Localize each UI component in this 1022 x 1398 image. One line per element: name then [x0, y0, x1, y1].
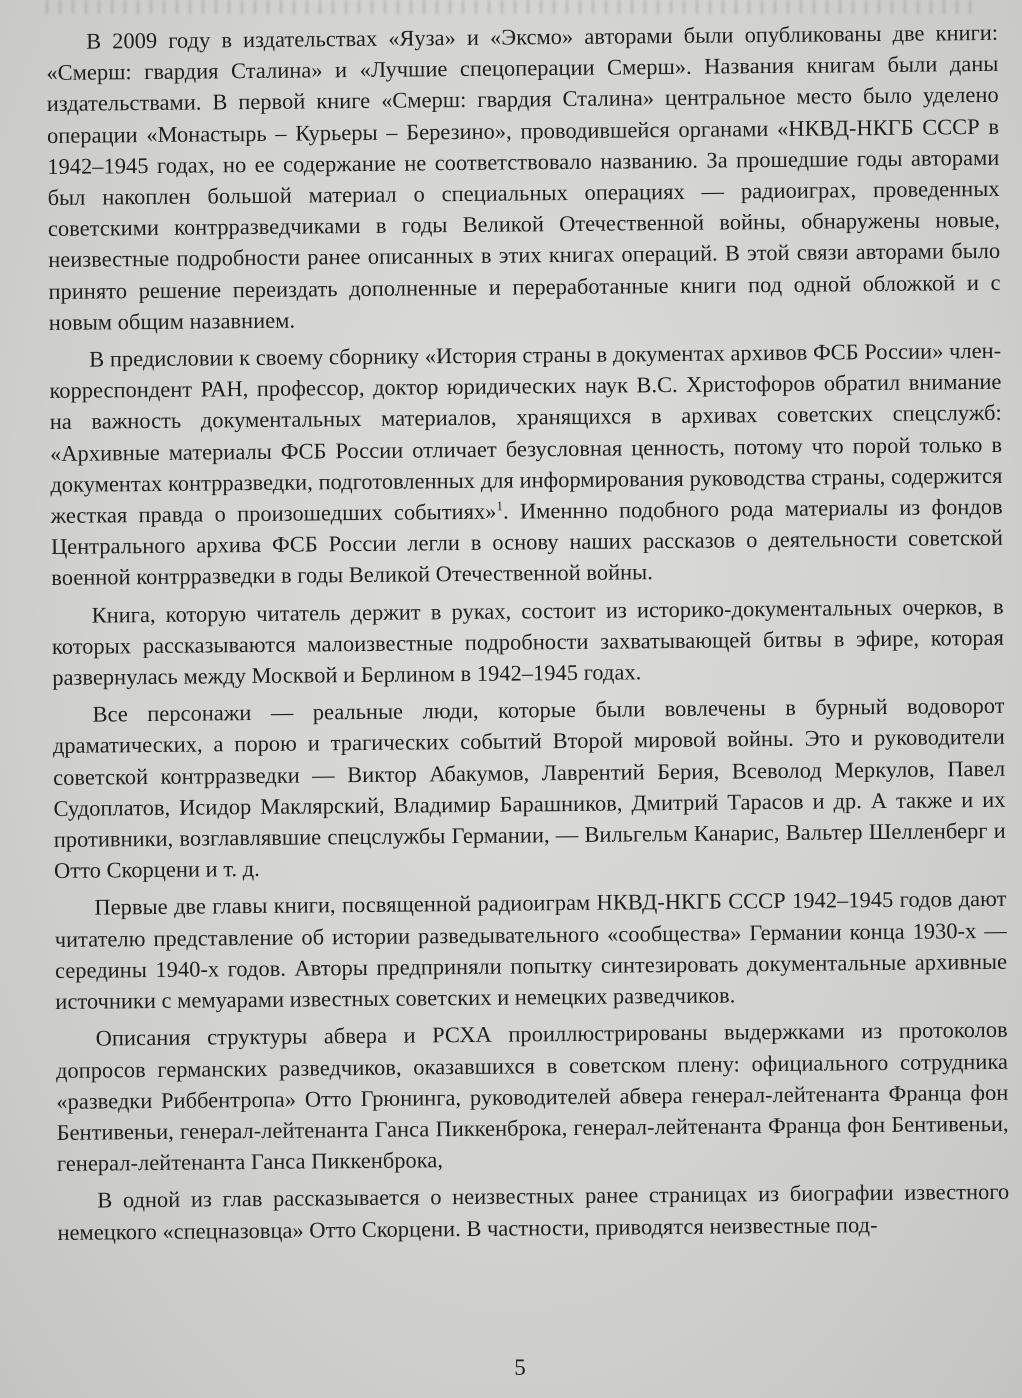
paragraph: Книга, которую читатель держит в руках, состоит из историко-документальных очерков, в которых рассказываются малоизвестные подробности захватывающей битвы в эфире, которая развернулась между Москвой и Берлином в 1942–1945 годах. — [51, 593, 1005, 691]
footnote-marker: 1 — [496, 498, 504, 514]
page-number: 5 — [514, 1355, 526, 1380]
paragraph-text-continued: Именнно подобного рода материалы из фондов Центрального архива ФСБ России легли в основу наших рассказов о деятельности советской военной контрразведки в годы Великой Отечественной войны. — [50, 493, 1004, 591]
paragraph: В 2009 году в издательствах «Яуза» и «Эксмо» авторами были опубликованы две книги: «Смерш: гвардия Сталина» и «Лучшие спецоперации Смерш». Названия книгам были даны издательствами. В первой книге «Смерш: гвардия Сталина» центральное место было уделено операции «Монастырь – Курьеры – Березино», проводившейся органами «НКВД-НКГБ СССР в 1942–1945 годах, но ее содержание не соответствовало названию. За прошедшие годы авторами был накоплен большой материал о специальных операциях — радиоиграх, проведенных советскими контрразведчиками в годы Великой Отечественной войны, обнаружены новые, неизвестные подробности ранее описанных в этих книгах операций. В этой связи авторами было принято решение переиздать дополненные и переработанные книги под одной обложкой и с новым общим назавнием. — [46, 19, 1001, 335]
bleed-through-text — [40, 0, 980, 14]
paragraph-text: В предисловии к своему сборнику «История страны в документах архивов ФСБ России» член-корреспондент РАН, профессор, доктор юридических наук В.С. Христофоров обратил внимание на важность документальных материалов, хранящихся в архивах советских спецслужб: «Архивные материалы ФСБ России отличает безусловная ценность, потому что порой только в документах контрразведки, подготовленных для информирования руководства страны, содержится жесткая правда о произошедших событиях» — [49, 337, 1003, 529]
paragraph: Описания структуры абвера и РСХА проиллюстрированы выдержками из протоколов допросов германских разведчиков, оказавшихся в советском плену: официального сотрудника «разведки Риббентропа» Отто Грюнинга, руководителей абвера генерал-лейтенанта Франца фон Бентивеньи, генерал-лейтенанта Ганса Пиккенброка, генерал-лейтенанта Франца фон Бентивеньи, генерал-лейтенанта Ганса Пиккенброка, — [55, 1017, 1009, 1177]
page-text — [46, 17, 1011, 1346]
paragraph: Все персонажи — реальные люди, которые были вовлечены в бурный водоворот драматических, а порою и трагических событий Второй мировой войны. Это и руководители советской контрразведки — Виктор Абакумов, Лаврентий Берия, Всеволод Меркулов, Павел Судоплатов, Исидор Маклярский, Владимир Барашников, Дмитрий Тарасов и др. А также и их противники, возглавлявшие спецслужбы Германии, — Вильгельм Канарис, Вальтер Шелленберг и Отто Скорцени и т. д. — [52, 693, 1006, 884]
paragraph: Первые две главы книги, посвященной радиоиграм НКВД-НКГБ СССР 1942–1945 годов дают читателю представление об истории разведывательного «сообщества» Германии конца 1930-х — середины 1940-х годов. Авторы предприняли попытку синтезировать документальные архивные источники с мемуарами известных советских и немецких разведчиков. — [54, 886, 1008, 1015]
paragraph: В одной из глав рассказывается о неизвестных ранее страницах из биографии известного немецкого «спецназовца» Отто Скорцени. В частности, приводятся неизвестные под- — [57, 1179, 1010, 1245]
paragraph: В предисловии к своему сборнику «История страны в документах архивов ФСБ России» член-корреспондент РАН, профессор, доктор юридических наук В.С. Христофоров обратил внимание на важность документальных материалов, хранящихся в архивах советских спецслужб: «Архивные материалы ФСБ России отличает безусловная ценность, потому что порой только в документах контрразведки, подготовленных для информирования руководства страны, содержится жесткая правда о произошедших событиях»$^1$. Именнно подобного рода материалы из фондов Центрального архива ФСБ России легли в основу наших рассказов о деятельности советской военной контрразведки в годы Великой Отечественной войны. — [49, 337, 1004, 591]
